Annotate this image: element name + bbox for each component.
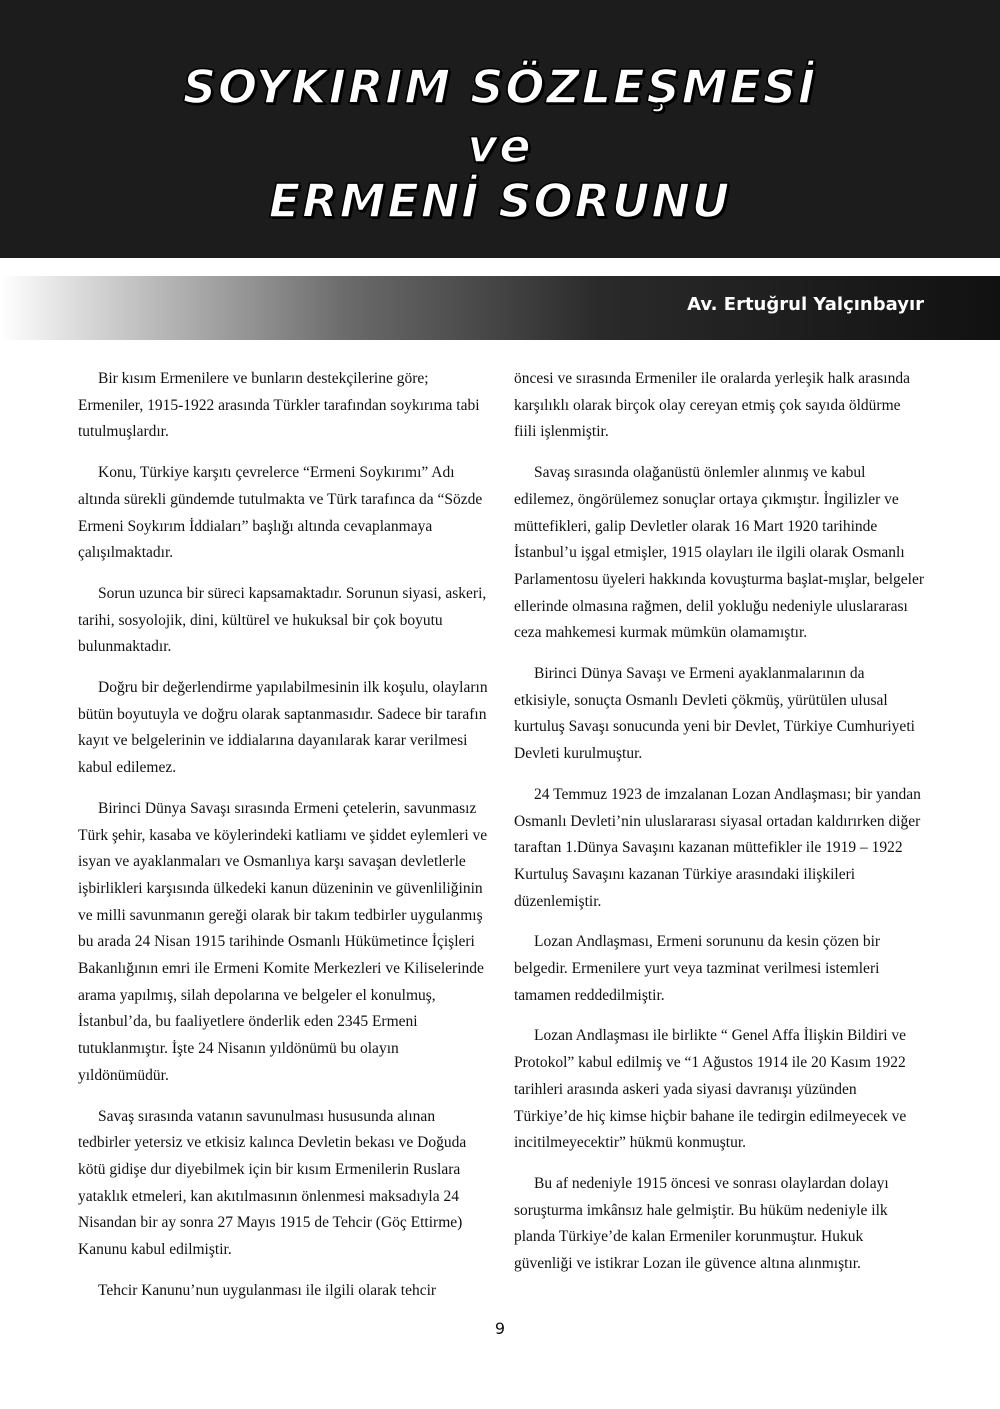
right-column	[514, 366, 924, 1292]
paragraph: Savaş sırasında olağanüstü önlemler alınmış ve kabul edilemez, öngörülemez sonuçlar ortaya çıkmıştır. İngilizler ve müttefikleri, galip Devletler olarak 16 Mart 1920 tarihinde İstanbul’u işgal etmişler, 1915 olayları ile ilgili olarak Osmanlı Parlamentosu üyeleri hakkında kovuşturma başlat-mışlar, belgeler ellerinde olmasına rağmen, delil yokluğu nedeniyle uluslararası ceza mahkemesi kurmak mümkün olamamıştır.	[514, 464, 925, 642]
page-title-line-1: SOYKIRIM SÖZLEŞMESİ	[182, 60, 818, 114]
page-number: 9	[494, 1319, 506, 1338]
paragraph: Birinci Dünya Savaşı ve Ermeni ayaklanmalarının da etkisiyle, sonuçta Osmanlı Devleti çökmüş, yürütülen ulusal kurtuluş Savaşı sonucunda yeni bir Devlet, Türkiye Cumhuriyeti Devleti kurulmuştur.	[514, 665, 915, 763]
paragraph: 24 Temmuz 1923 de imzalanan Lozan Andlaşması; bir yandan Osmanlı Devleti’nin uluslararası siyasal ortadan kaldırırken diğer taraftan 1.Dünya Savaşını kazanan müttefikler ile 1919 – 1922 Kurtuluş Savaşını kazanan Türkiye arasındaki ilişkileri düzenlemiştir.	[514, 785, 921, 910]
paragraph: Sorun uzunca bir süreci kapsamaktadır. Sorunun siyasi, askeri, tarihi, sosyolojik, dini, kültürel ve hukuksal bir çok boyutu bulunmaktadır.	[78, 584, 487, 656]
paragraph: Doğru bir değerlendirme yapılabilmesinin ilk koşulu, olayların bütün boyutuyla ve doğru olarak saptanmasıdır. Sadece bir tarafın kayıt ve belgelerinin ve iddialarına dayanılarak karar verilmesi kabul edilemez.	[78, 679, 488, 777]
paragraph: Savaş sırasında vatanın savunulması hususunda alınan tedbirler yetersiz ve etkisiz kalınca Devletin bekası ve Doğuda kötü gidişe dur diyebilmek için bir kısım Ermenilerin Ruslara yataklık etmeleri, kan akıtılmasının önlenmesi maksadıyla 24 Nisandan bir ay sonra 27 Mayıs 1915 de Tehcir (Göç Ettirme) Kanunu kabul edilmiştir.	[78, 1107, 467, 1259]
author-name: Av. Ertuğrul Yalçınbayır	[687, 294, 924, 315]
page-title-line-3: ERMENİ SORUNU	[268, 174, 732, 228]
paragraph: Lozan Andlaşması ile birlikte “ Genel Affa İlişkin Bildiri ve Protokol” kabul edilmiş ve “1 Ağustos 1914 ile 20 Kasım 1922 tarihleri arasında askeri yada siyasi davranışı yüzünden Türkiye’de hiç kimse hiçbir bahane ile tedirgin edilmeyecek ve incitilmeyecektir” hükmü konmuştur.	[514, 1027, 907, 1152]
paragraph: Bu af nedeniyle 1915 öncesi ve sonrası olaylardan dolayı soruşturma imkânsız hale gelmiştir. Bu hüküm nedeniyle ilk planda Türkiye’de kalan Ermeniler korunmuştur. Hukuk güvenliği ve istikrar Lozan ile güvence altına alınmıştır.	[514, 1174, 889, 1273]
left-column	[78, 366, 488, 1319]
paragraph: Tehcir Kanunu’nun uygulanması ile ilgili olarak tehcir	[98, 1281, 437, 1299]
paragraph: Konu, Türkiye karşıtı çevrelerce “Ermeni Soykırımı” Adı altında sürekli gündemde tutulmakta ve Türk tarafınca da “Sözde Ermeni Soykırım İddiaları” başlığı altında cevaplanmaya çalışılmaktadır.	[78, 464, 483, 562]
page-title-line-2: ve	[467, 119, 533, 173]
paragraph: Birinci Dünya Savaşı sırasında Ermeni çetelerin, savunmasız Türk şehir, kasaba ve köylerindeki katliamı ve şiddet eylemleri ve isyan ve ayaklanmaları ve Osmanlıya karşı savaşan devletlerle işbirlikleri karşısında ülkedeki kanun düzeninin ve güvenliliğinin ve milli savunmanın gereği olarak bir takım tedbirler uygulanmış bu arada 24 Nisan 1915 tarihinde Osmanlı Hükümetince İçişleri Bakanlığının emri ile Ermeni Komite Merkezleri ve Kiliselerinde arama yapılmış, silah depolarına ve belgeler el konulmuş, İstanbul’da, bu faaliyetlere önderlik eden 2345 Ermeni tutuklanmıştır. İşte 24 Nisanın yıldönümü bu olayın yıldönümüdür.	[78, 799, 488, 1084]
paragraph: Lozan Andlaşması, Ermeni sorununu da kesin çözen bir belgedir. Ermenilere yurt veya tazminat verilmesi istemleri tamamen reddedilmiştir.	[514, 933, 881, 1004]
paragraph-continued: öncesi ve sırasında Ermeniler ile oralarda yerleşik halk arasında karşılıklı olarak birçok olay cereyan etmiş çok sayıda öldürme fiili işlenmiştir.	[514, 370, 910, 441]
paragraph: Bir kısım Ermenilere ve bunların destekçilerine göre; Ermeniler, 1915-1922 arasında Türkler tarafından soykırıma tabi tutulmuşlardır.	[78, 370, 480, 441]
header-band	[0, 0, 1000, 258]
